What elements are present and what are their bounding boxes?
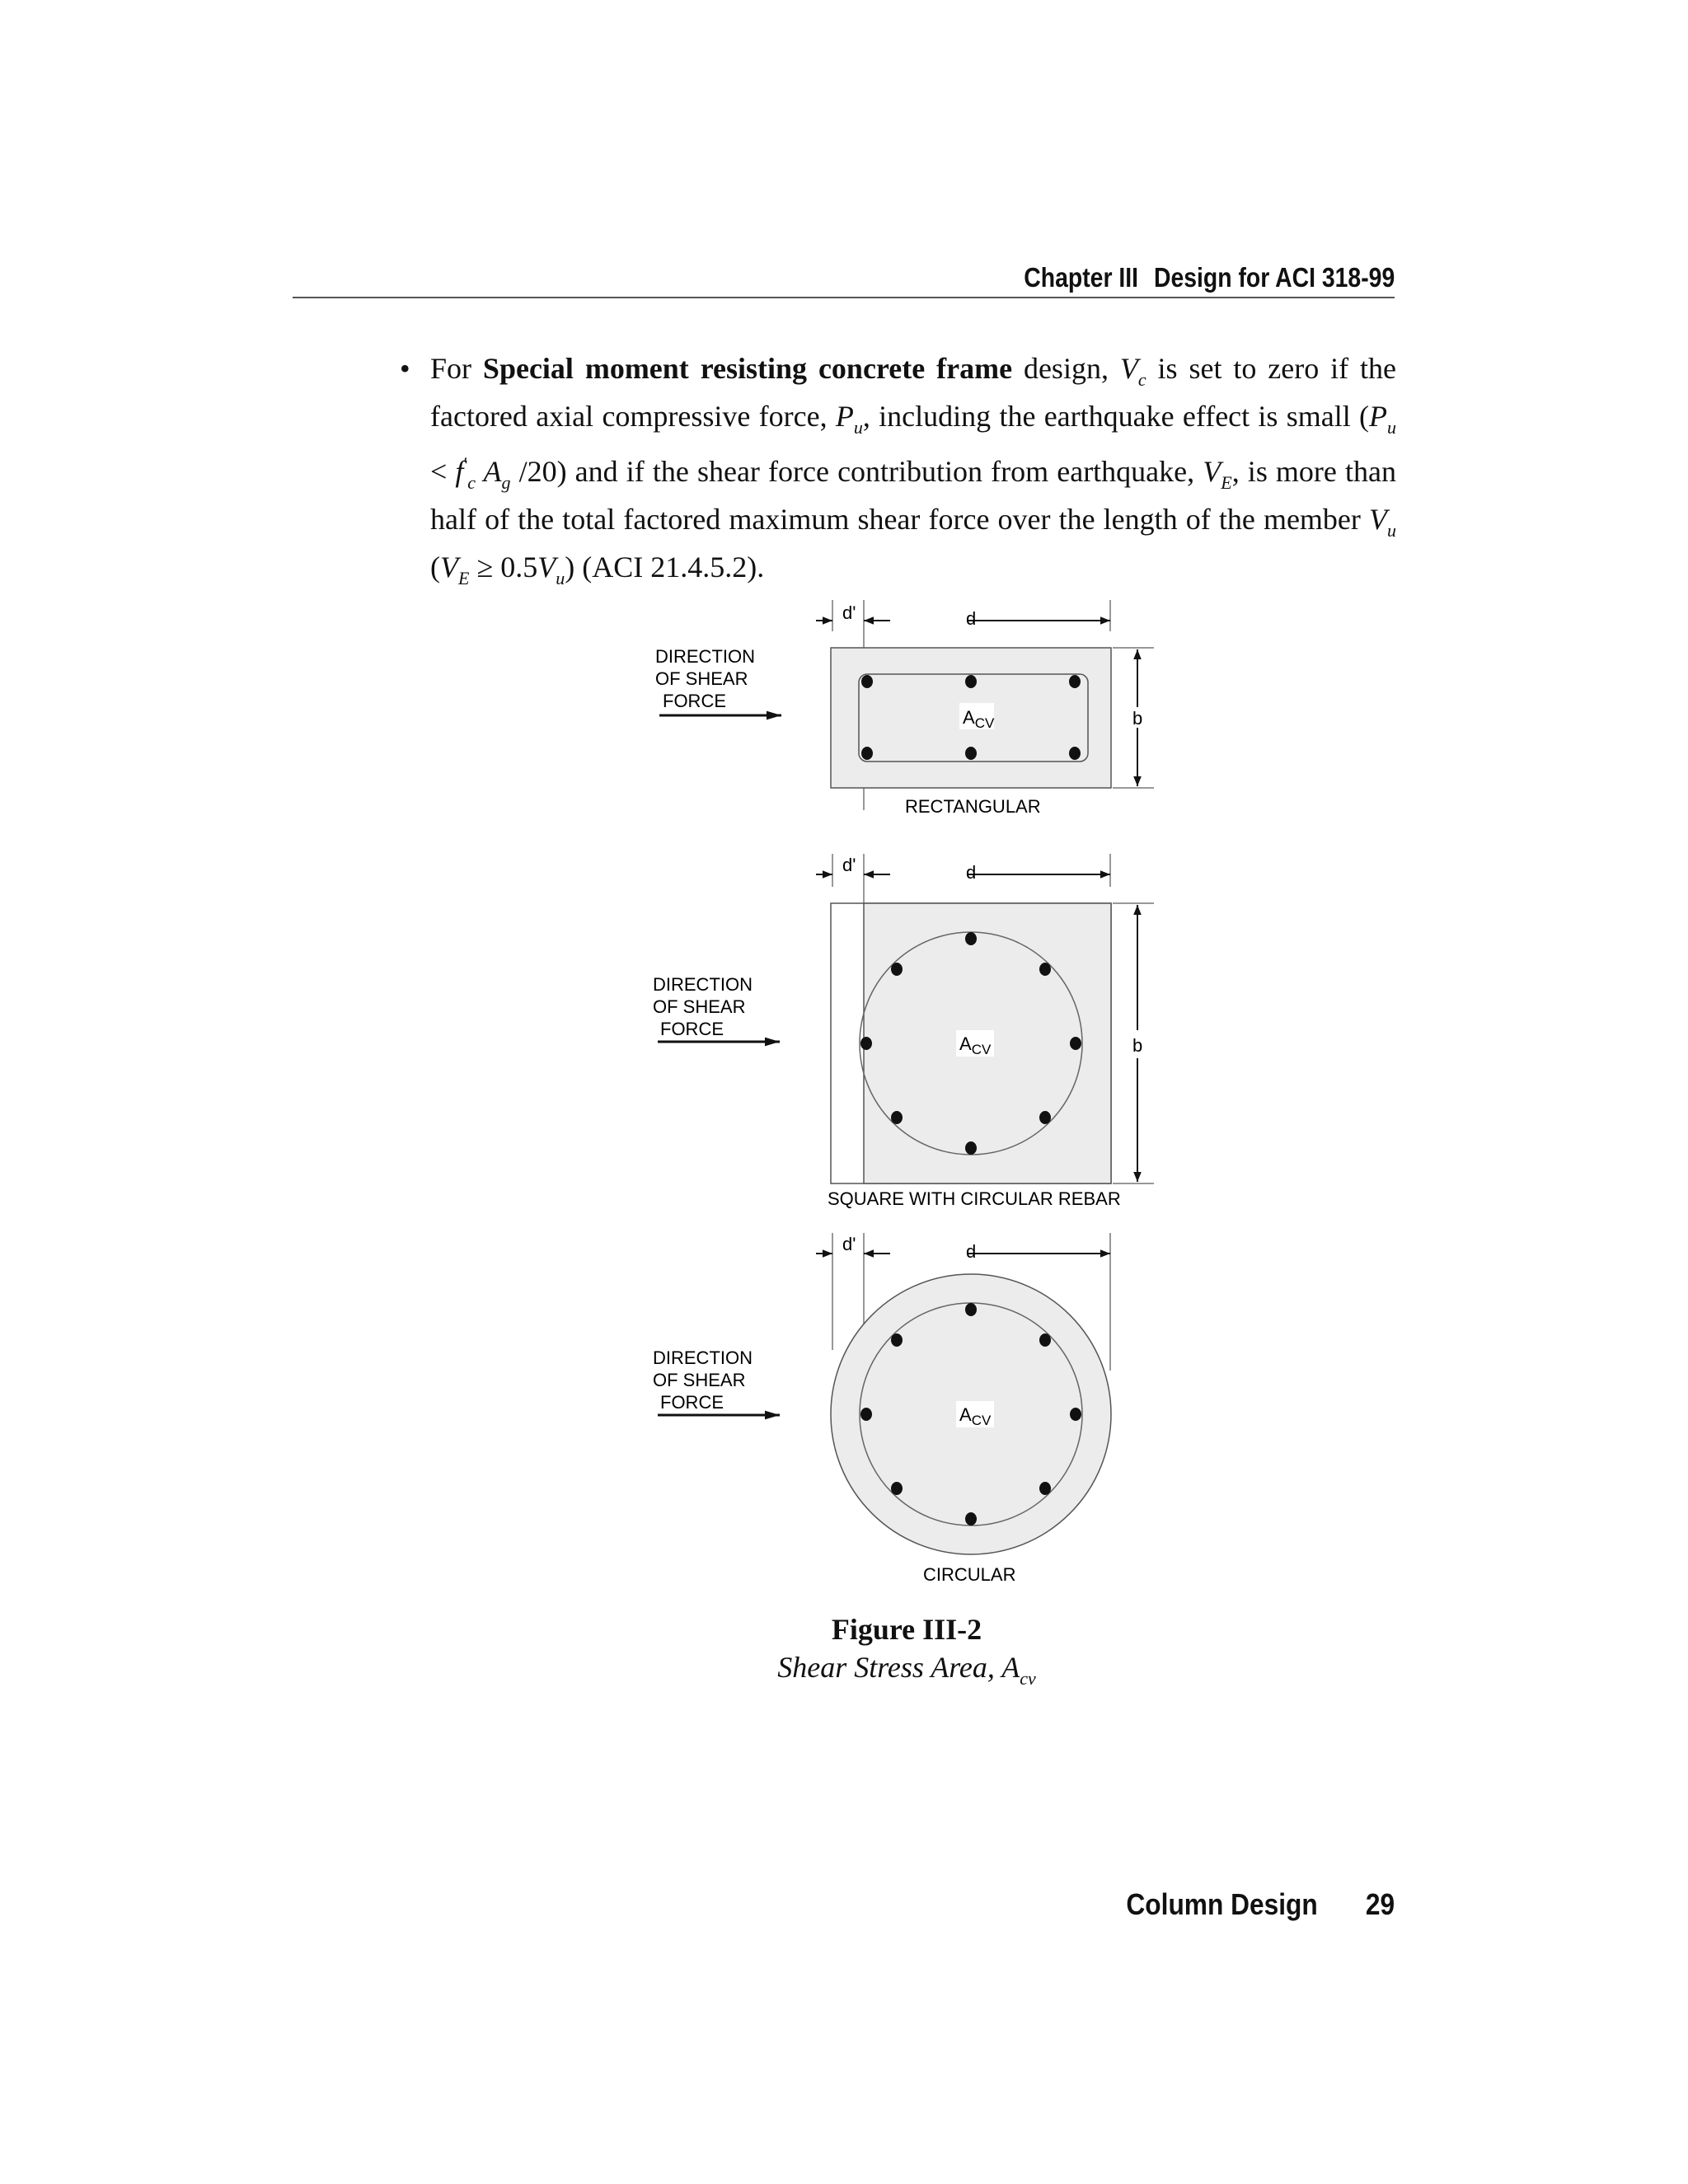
figure-caption xyxy=(659,1610,1154,1698)
bold-term: Special moment resisting concrete frame xyxy=(482,352,1013,385)
d-label: d xyxy=(966,1241,977,1262)
shear-area-figure xyxy=(643,592,1170,1585)
bullet-paragraph xyxy=(400,350,1396,597)
direction-label: DIRECTION OF SHEAR FORCE xyxy=(653,1347,753,1413)
chapter-label: Chapter III xyxy=(1024,262,1138,293)
acv-label: $A_{CV}$ xyxy=(963,707,995,731)
rectangular-label: RECTANGULAR xyxy=(905,796,1041,817)
running-header xyxy=(293,262,1395,298)
d-prime-label: d' xyxy=(842,855,856,875)
d-label: d xyxy=(966,608,977,629)
b-label: b xyxy=(1132,708,1143,729)
square-label: SQUARE WITH CIRCULAR REBAR xyxy=(828,1188,1121,1209)
circular-section xyxy=(653,1233,1111,1585)
acv-label: $A_{CV}$ xyxy=(959,1033,992,1057)
direction-label: DIRECTION OF SHEAR FORCE xyxy=(655,646,755,711)
figure-title: Shear Stress Area, $A_{cv}$ xyxy=(777,1651,1036,1689)
bullet-marker: • xyxy=(400,352,410,385)
body-text: For Special moment resisting concrete frame design, $V_c$ is set to zero if the factored axial compressive force, $P_u$, including the earthquake effect is small ($P_u < f'_c$ $A_g$ /20) and if the shear force contribution from earthquake, $V_E$, is more than half of the total factored maximum shear force over the length of the member $V_u$ $(V_E \ge 0.5V_u)$ (ACI 21.4.5.2). xyxy=(430,352,1396,588)
d-prime-label: d' xyxy=(842,1234,856,1254)
chapter-title: Design for ACI 318-99 xyxy=(1153,262,1395,293)
d-prime-label: d' xyxy=(842,602,856,623)
d-label: d xyxy=(966,862,977,883)
direction-label: DIRECTION OF SHEAR FORCE xyxy=(653,974,753,1039)
square-section xyxy=(653,854,1154,1209)
b-label: b xyxy=(1132,1035,1143,1056)
footer-section: Column Design xyxy=(1126,1887,1318,1921)
circular-label: CIRCULAR xyxy=(923,1564,1016,1585)
rectangular-section xyxy=(655,600,1154,817)
acv-label: $A_{CV}$ xyxy=(959,1404,992,1428)
figure-svg xyxy=(643,592,1170,1585)
figure-number: Figure III-2 xyxy=(831,1613,982,1646)
page-footer xyxy=(1126,1887,1395,1922)
page-number: 29 xyxy=(1365,1887,1395,1921)
